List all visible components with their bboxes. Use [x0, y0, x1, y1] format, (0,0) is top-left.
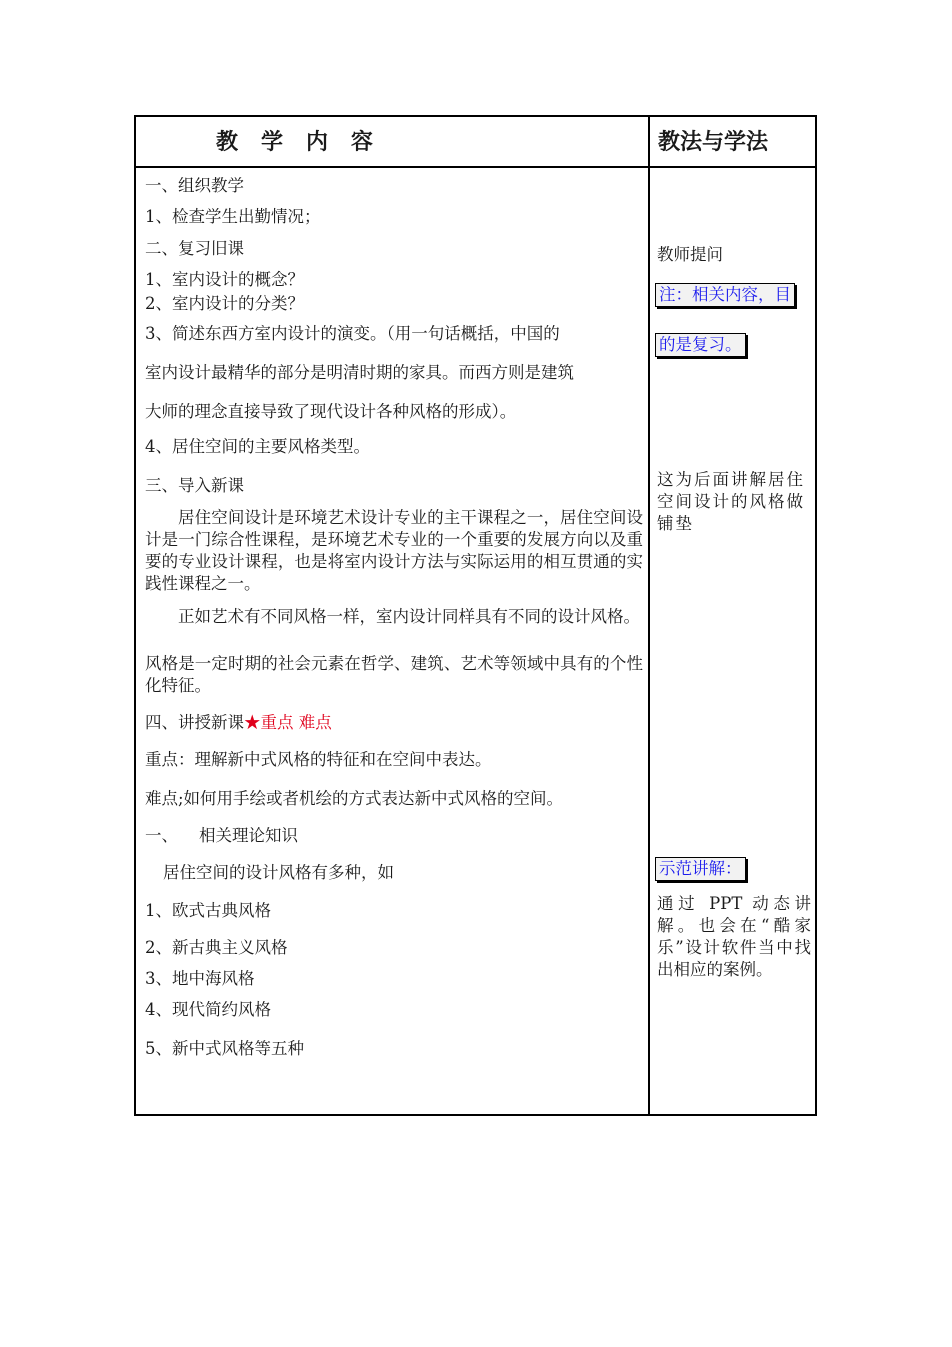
key-difficulty-mark: ★重点 难点 — [244, 713, 332, 732]
style-item: 5、新中式风格等五种 — [145, 1039, 304, 1058]
review-q3-line3: 大师的理念直接导致了现代设计各种风格的形成）。 — [145, 402, 517, 421]
section-teach-label: 四、讲授新课 — [145, 713, 244, 732]
header-method: 教法与学法 — [658, 129, 769, 155]
style-item: 1、欧式古典风格 — [145, 901, 271, 920]
foreshadow-note: 这为后面讲解居住空间设计的风格做铺垫 — [657, 470, 805, 533]
lesson-table — [134, 115, 817, 1116]
demo-description: 通过 PPT 动态讲解。也会在“酷家乐”设计软件当中找出相应的案例。 — [657, 894, 811, 979]
theory-heading: 一、 相关理论知识 — [145, 826, 298, 845]
review-q3-line2: 室内设计最精华的部分是明清时期的家具。而西方则是建筑 — [145, 363, 574, 382]
teacher-question: 教师提问 — [657, 245, 723, 264]
review-note-line2: 的是复习。 — [655, 333, 746, 357]
column-divider — [648, 117, 650, 1114]
style-item: 4、现代简约风格 — [145, 1000, 271, 1019]
styles-intro: 居住空间的设计风格有多种，如 — [163, 863, 394, 882]
review-q3-line1: 3、简述东西方室内设计的演变。（用一句话概括，中国的 — [145, 324, 560, 343]
intro-paragraph-1: 居住空间设计是环境艺术设计专业的主干课程之一，居住空间设计是一门综合性课程，是环境艺术专业的一个重要的发展方向以及重要的专业设计课程，也是将室内设计方法与实际运用的相互贯通的实践性课程之一。 — [145, 508, 643, 593]
review-q2: 2、室内设计的分类？ — [145, 294, 304, 313]
section-organize: 一、组织教学 — [145, 176, 244, 195]
key-point: 重点：理解新中式风格的特征和在空间中表达。 — [145, 750, 492, 769]
attendance-check: 1、检查学生出勤情况； — [145, 207, 321, 226]
style-item: 3、地中海风格 — [145, 969, 255, 988]
style-item: 2、新古典主义风格 — [145, 938, 288, 957]
intro-paragraph-3: 风格是一定时期的社会元素在哲学、建筑、艺术等领域中具有的个性化特征。 — [145, 654, 643, 695]
header-content: 教 学 内 容 — [216, 129, 373, 155]
header-divider — [136, 166, 815, 168]
review-q4: 4、居住空间的主要风格类型。 — [145, 437, 370, 456]
intro-paragraph-2: 正如艺术有不同风格一样，室内设计同样具有不同的设计风格。 — [178, 607, 640, 626]
review-q1: 1、室内设计的概念？ — [145, 270, 304, 289]
difficulty-point: 难点;如何用手绘或者机绘的方式表达新中式风格的空间。 — [145, 789, 564, 808]
section-review: 二、复习旧课 — [145, 239, 244, 258]
demo-label: 示范讲解： — [655, 857, 746, 881]
section-intro: 三、导入新课 — [145, 476, 244, 495]
section-teach — [145, 713, 332, 733]
review-note-line1: 注：相关内容，目 — [655, 283, 795, 307]
